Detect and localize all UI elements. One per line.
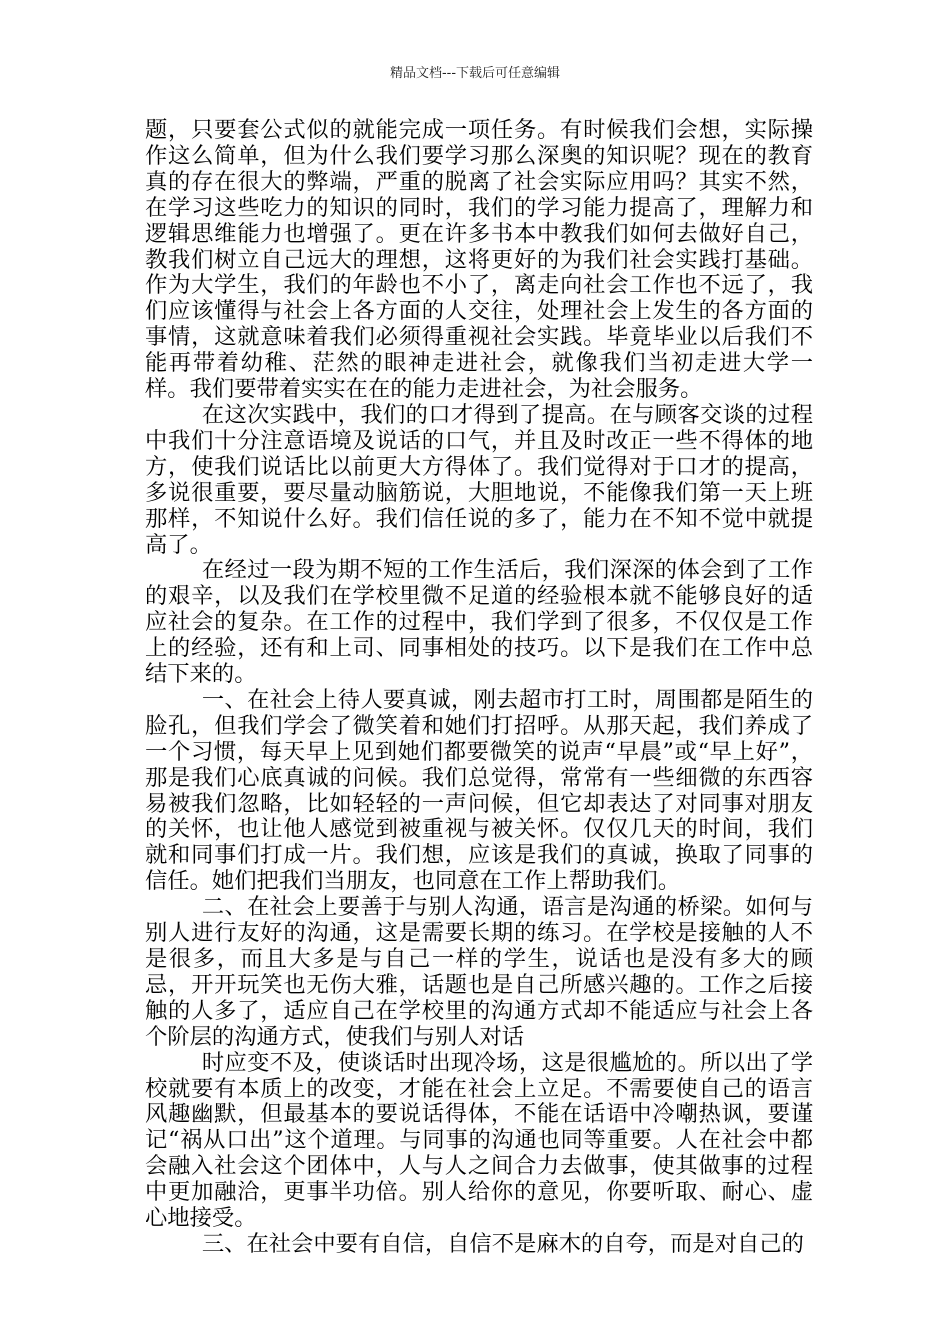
paragraph: 二、在社会上要善于与别人沟通，语言是沟通的桥梁。如何与别人进行友好的沟通，这是需要长期的练习。在学校是接触的人不是很多，而且大多是与自己一样的学生，说话也是没有多大的顾忌，开开玩笑也无伤大雅，话题也是自己所感兴趣的。工作之后接触的人多了，适应自己在学校里的沟通方式却不能适应与社会上各个阶层的沟通方式，使我们与别人对话 xyxy=(145,894,813,1050)
paragraph: 一、在社会上待人要真诚，刚去超市打工时，周围都是陌生的脸孔，但我们学会了微笑着和她们打招呼。从那天起，我们养成了一个习惯，每天早上见到她们都要微笑的说声“早晨”或“早上好”，那是我们心底真诚的问候。我们总觉得，常常有一些细微的东西容易被我们忽略，比如轻轻的一声问候，但它却表达了对同事对朋友的关怀，也让他人感觉到被重视与被关怀。仅仅几天的时间，我们就和同事们打成一片。我们想，应该是我们的真诚，换取了同事的信任。她们把我们当朋友，也同意在工作上帮助我们。 xyxy=(145,686,813,895)
page-header: 精品文档---下载后可任意编辑 xyxy=(389,66,561,81)
paragraph: 三、在社会中要有自信，自信不是麻木的自夸，而是对自己的 xyxy=(201,1230,804,1257)
paragraph: 在经过一段为期不短的工作生活后，我们深深的体会到了工作的艰辛，以及我们在学校里微不足道的经验根本就不能够良好的适应社会的复杂。在工作的过程中，我们学到了很多，不仅仅是工作上的经验，还有和上司、同事相处的技巧。以下是我们在工作中总结下来的。 xyxy=(145,557,813,688)
paragraph: 题，只要套公式似的就能完成一项任务。有时候我们会想，实际操作这么简单，但为什么我们要学习那么深奥的知识呢？现在的教育真的存在很大的弊端，严重的脱离了社会实际应用吗？其实不然，在学习这些吃力的知识的同时，我们的学习能力提高了，理解力和逻辑思维能力也增强了。更在许多书本中教我们如何去做好自己，教我们树立自己远大的理想，这将更好的为我们社会实践打基础。作为大学生，我们的年龄也不小了，离走向社会工作也不远了，我们应该懂得与社会上各方面的人交往，处理社会上发生的各方面的事情，这就意味着我们必须得重视社会实践。毕竟毕业以后我们不能再带着幼稚、茫然的眼神走进社会，就像我们当初走进大学一样。我们要带着实实在在的能力走进社会，为社会服务。 xyxy=(145,117,813,403)
paragraph: 时应变不及，使谈话时出现冷场，这是很尴尬的。所以出了学校就要有本质上的改变，才能在社会上立足。不需要使自己的语言风趣幽默，但最基本的要说话得体，不能在话语中冷嘲热讽，要谨记“祸从口出”这个道理。与同事的沟通也同等重要。人在社会中都会融入社会这个团体中，人与人之间合力去做事，使其做事的过程中更加融洽，更事半功倍。别人给你的意见，你要听取、耐心、虚心地接受。 xyxy=(145,1049,813,1232)
paragraph: 在这次实践中，我们的口才得到了提高。在与顾客交谈的过程中我们十分注意语境及说话的口气，并且及时改正一些不得体的地方，使我们说话比以前更大方得体了。我们觉得对于口才的提高，多说很重要，要尽量动脑筋说，大胆地说，不能像我们第一天上班那样，不知说什么好。我们信任说的多了，能力在不知不觉中就提高了。 xyxy=(145,401,813,558)
document-body xyxy=(145,118,813,1258)
